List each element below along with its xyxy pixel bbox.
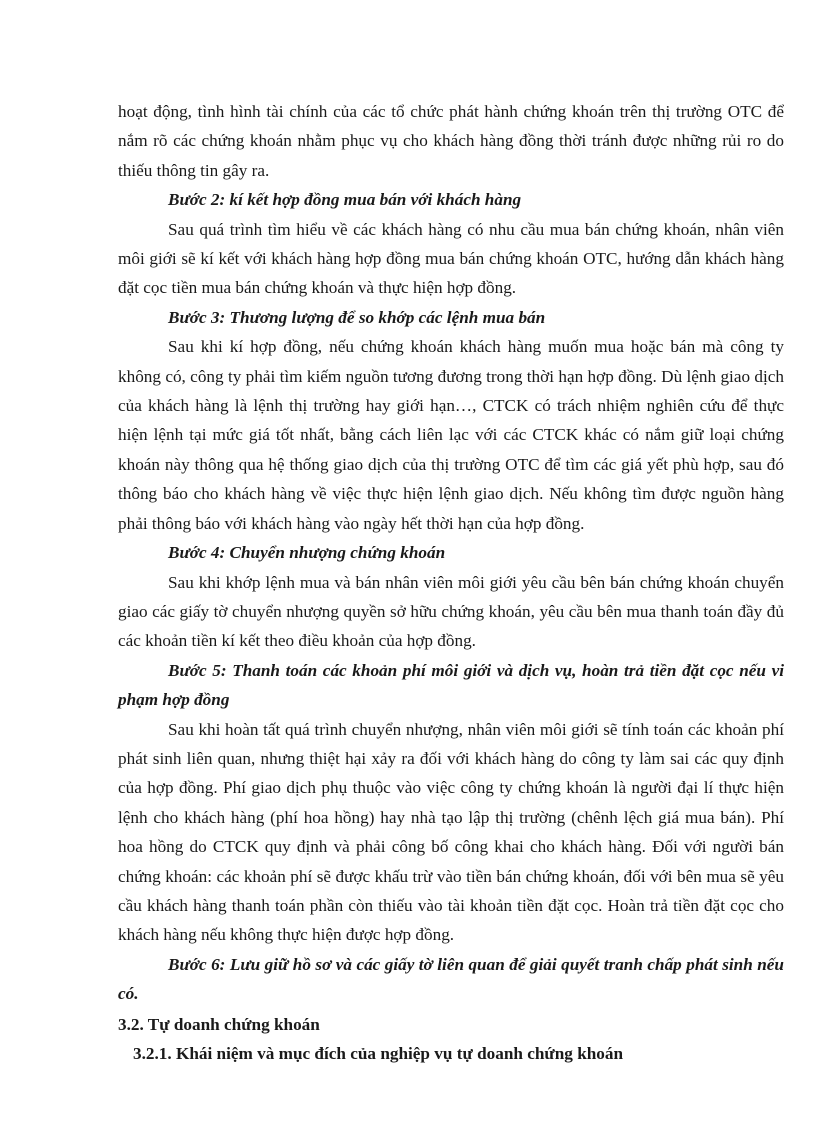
step-3-heading: Bước 3: Thương lượng để so khớp các lệnh mua bán [168, 307, 546, 327]
step-6-heading: Bước 6: Lưu giữ hồ sơ và các giấy tờ liên quan để giải quyết tranh chấp phát sinh nếu có. [118, 954, 784, 1004]
step-2-body: Sau quá trình tìm hiểu về các khách hàng có nhu cầu mua bán chứng khoán, nhân viên môi giới sẽ kí kết với khách hàng hợp đồng mua bán chứng khoán OTC, hướng dẫn khách hàng đặt cọc tiền mua bán chứng khoán và thực hiện hợp đồng. [118, 219, 784, 298]
step-4-heading: Bước 4: Chuyển nhượng chứng khoán [168, 543, 446, 563]
paragraph-intro: hoạt động, tình hình tài chính của các tổ chức phát hành chứng khoán trên thị trường OTC để nắm rõ các chứng khoán nhằm phục vụ cho khách hàng đồng thời tránh được những rủi ro do thiếu thông tin gây ra. [118, 102, 784, 180]
section-heading-3-2-1: 3.2.1. Khái niệm và mục đích của nghiệp vụ tự doanh chứng khoán [133, 1044, 624, 1063]
document-page [118, 97, 784, 1068]
step-4-body: Sau khi khớp lệnh mua và bán nhân viên môi giới yêu cầu bên bán chứng khoán chuyển giao các giấy tờ chuyển nhượng quyền sở hữu chứng khoán, yêu cầu bên mua thanh toán đầy đủ các khoản tiền kí kết theo điều khoản của hợp đồng. [118, 572, 784, 651]
step-2-heading: Bước 2: kí kết hợp đồng mua bán với khách hàng [168, 190, 522, 210]
step-5-heading: Bước 5: Thanh toán các khoản phí môi giới và dịch vụ, hoàn trả tiền đặt cọc nếu vi phạm hợp đồng [118, 660, 784, 710]
step-3-body: Sau khi kí hợp đồng, nếu chứng khoán khách hàng muốn mua hoặc bán mà công ty không có, công ty phải tìm kiếm nguồn tương đương trong thời hạn hợp đồng. Dù lệnh giao dịch của khách hàng là lệnh thị trường hay giới hạn…, CTCK có trách nhiệm nghiên cứu để thực hiện lệnh tại mức giá tốt nhất, bằng cách liên lạc với các CTCK khác có nắm giữ loại chứng khoán này thông qua hệ thống giao dịch của thị trường OTC để tìm các giá yết phù hợp, sau đó thông báo cho khách hàng về việc thực hiện lệnh giao dịch. Nếu không tìm được nguồn hàng phải thông báo với khách hàng vào ngày hết thời hạn của hợp đồng. [118, 337, 784, 533]
step-5-body: Sau khi hoàn tất quá trình chuyển nhượng, nhân viên môi giới sẽ tính toán các khoản phí phát sinh liên quan, nhưng thiệt hại xảy ra đối với khách hàng do công ty làm sai các quy định của hợp đồng. Phí giao dịch phụ thuộc vào việc công ty chứng khoán là người đại lí thực hiện lệnh cho khách hàng (phí hoa hồng) hay nhà tạo lập thị trường (chênh lệch giá mua bán). Phí hoa hồng do CTCK quy định và phải công bố công khai cho khách hàng. Đối với người bán chứng khoán: các khoản phí sẽ được khấu trừ vào tiền bán chứng khoán, đối với bên mua sẽ yêu cầu khách hàng thanh toán phần còn thiếu vào tài khoản tiền đặt cọc. Hoàn trả tiền đặt cọc cho khách hàng nếu không thực hiện được hợp đồng. [118, 719, 784, 945]
section-heading-3-2: 3.2. Tự doanh chứng khoán [118, 1014, 320, 1034]
